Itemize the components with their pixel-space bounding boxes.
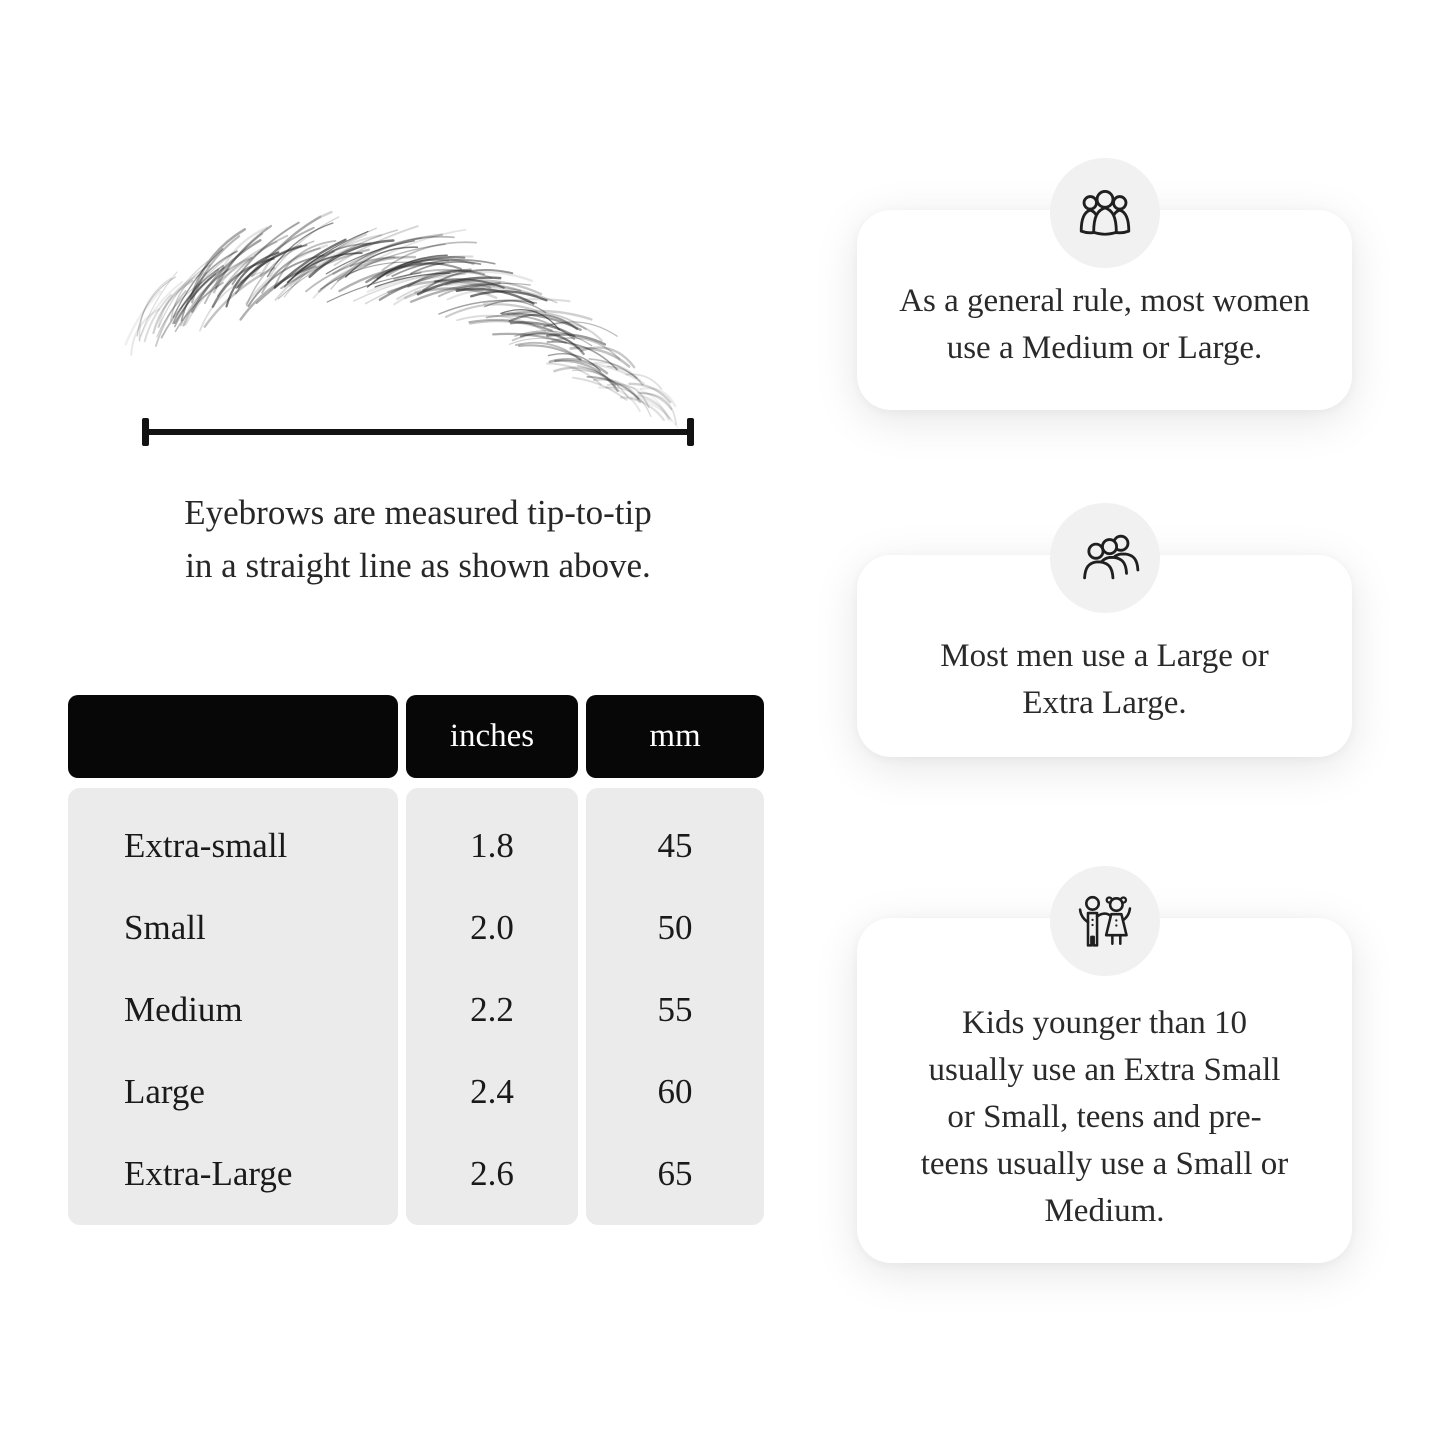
children-icon	[1050, 866, 1160, 976]
women-group-icon	[1050, 158, 1160, 268]
size-row-inches-value: 2.2	[470, 990, 514, 1029]
size-row-inches-value: 2.0	[470, 908, 514, 947]
size-table-label-column	[68, 788, 398, 1225]
eyebrow-illustration	[105, 228, 705, 413]
measurement-caption-line1: Eyebrows are measured tip-to-tip	[184, 493, 652, 532]
size-table-mm-column	[586, 788, 764, 1225]
size-table-body	[68, 788, 764, 1225]
size-row-mm-value: 65	[657, 1154, 693, 1193]
info-card-women	[857, 210, 1352, 410]
size-row-label: Small	[124, 908, 206, 947]
men-group-icon	[1050, 503, 1160, 613]
info-card-men	[857, 555, 1352, 757]
measurement-caption-line2: in a straight line as shown above.	[185, 546, 651, 585]
size-row-mm-value: 45	[657, 826, 693, 865]
measurement-line-bar	[148, 429, 688, 435]
size-row-label: Extra-small	[124, 826, 288, 865]
size-table-inches-column	[406, 788, 578, 1225]
info-card-kids	[857, 918, 1352, 1263]
size-row-mm-value: 60	[657, 1072, 693, 1111]
size-row-inches-value: 2.6	[470, 1154, 514, 1193]
size-row-inches-value: 1.8	[470, 826, 514, 865]
info-card-kids-text: Kids younger than 10 usually use an Extra Small or Small, teens and pre-teens usually use a Small or Medium.	[920, 1005, 1289, 1229]
measurement-line	[142, 418, 694, 446]
measurement-caption	[68, 486, 768, 592]
info-card-women-text: As a general rule, most women use a Medium or Large.	[899, 283, 1310, 366]
info-card-men-text: Most men use a Large or Extra Large.	[940, 638, 1269, 721]
size-row-label: Large	[124, 1072, 205, 1111]
size-row-mm-value: 55	[657, 990, 693, 1029]
measurement-line-right-cap	[687, 418, 694, 446]
size-table-header-blank	[68, 695, 398, 778]
size-table-header-inches: inches	[406, 695, 578, 778]
size-table-header-mm: mm	[586, 695, 764, 778]
size-table-header	[68, 695, 764, 778]
size-row-label: Extra-Large	[124, 1154, 293, 1193]
size-row-inches-value: 2.4	[470, 1072, 514, 1111]
size-row-mm-value: 50	[657, 908, 693, 947]
size-row-label: Medium	[124, 990, 243, 1029]
